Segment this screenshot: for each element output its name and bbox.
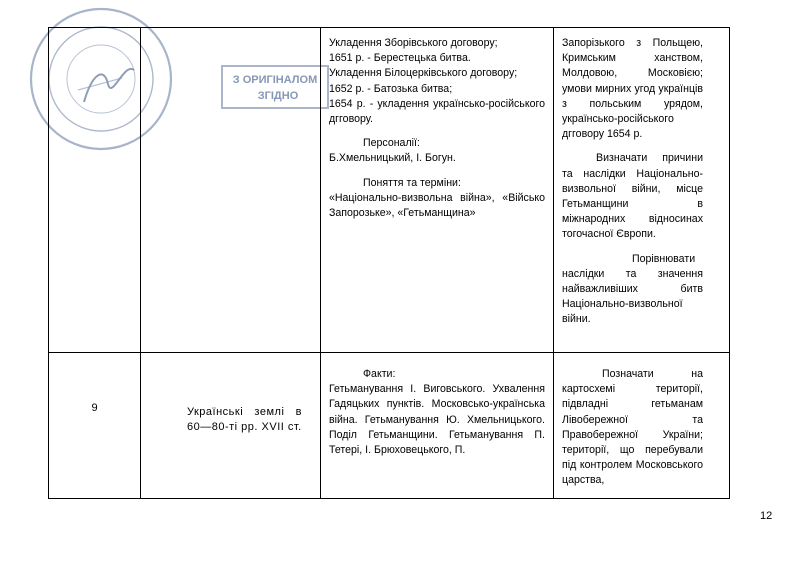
content-line: Укладення Зборівського договору;	[329, 37, 498, 49]
number-cell	[49, 28, 141, 353]
facts-text: Гетьманування І. Виговського. Ухвалення Гадяцьких пунктів. Московсько-українська війна. Гетьманування Ю. Хмельницького. Поділ Гетьманщини. Гетьманування П. Тетері, І. Брюховецького, П.	[329, 383, 545, 457]
table-row	[49, 353, 730, 499]
content-cell	[321, 353, 554, 499]
outcome-paragraph: Порівнювати наслідки та значення найважливіших битв Національно-визвольної війни.	[562, 252, 703, 326]
concepts-heading: Поняття та терміни:	[363, 176, 461, 189]
outcome-paragraph: Визначати причини та наслідки Національно-визвольної війни, місце Гетьманщини в міжнародних відносинах тогочасної Європи.	[562, 152, 703, 241]
topic-cell	[141, 353, 321, 499]
topic-cell	[141, 28, 321, 353]
outcomes-cell	[554, 28, 730, 353]
concepts-text: «Національно-визвольна війна», «Військо Запорозьке», «Гетьманщина»	[329, 191, 545, 220]
persons-text: Б.Хмельницький, І. Богун.	[329, 152, 456, 165]
topic-text: Українські землі в 60—80-ті рр. XVII ст.	[187, 406, 302, 433]
content-line: 1651 р. - Берестецька битва.	[329, 52, 471, 65]
outcome-paragraph: Позначати на картосхемі території, підвладні гетьманам Лівобережної та Правобережної України; території, що перебували під контролем Московського царства,	[562, 368, 703, 487]
outcomes-cell	[554, 353, 730, 499]
row-number: 9	[91, 402, 98, 414]
facts-heading: Факти:	[363, 368, 396, 380]
stamp-line-1: З ОРИГІНАЛОМ	[232, 74, 318, 86]
number-cell	[49, 353, 141, 499]
content-line: 1652 р. - Батозька битва;	[329, 82, 453, 95]
stamp-line-2: ЗГІДНО	[257, 90, 299, 102]
outcome-paragraph: Запорізького з Польщею, Кримським ханством, Молдовою, Московією; умови мирних угод українців з польським урядом, українсько-російського дгговору 1654 р.	[562, 37, 703, 141]
content-cell	[321, 28, 554, 353]
content-line: 1654 р. - укладення українсько-російського дгговору.	[329, 97, 545, 126]
curriculum-table	[48, 27, 730, 499]
page-number: 12	[760, 510, 773, 522]
content-line: Укладення Білоцерківського договору;	[329, 67, 518, 80]
persons-heading: Персоналії:	[363, 137, 420, 150]
table-row	[49, 28, 730, 353]
